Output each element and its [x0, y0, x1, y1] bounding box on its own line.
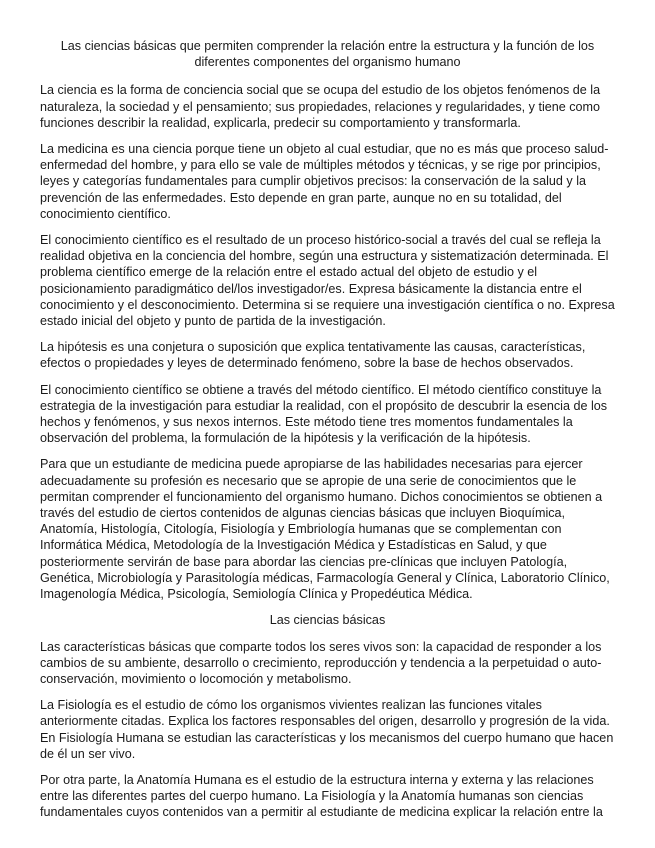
paragraph-medicina: La medicina es una ciencia porque tiene un objeto al cual estudiar, que no es más que proceso salud-enfermedad del hombre, y para ello se vale de múltiples métodos y técnicas, y se rige por principios, leyes y categorías fundamentales para cumplir objetivos precisos: la conservación de la salud y la prevención de las enfermedades. Esto depende en gran parte, aunque no en su totalidad, del conocimiento científico.	[40, 142, 609, 221]
paragraph-ciencia: La ciencia es la forma de conciencia social que se ocupa del estudio de los objetos fenómenos de la naturaleza, la sociedad y el pensamiento; sus propiedades, relaciones y regularidades, y tiene como funciones describir la realidad, explicarla, predecir su comportamiento y transformarla.	[40, 83, 601, 130]
paragraph-hipotesis: La hipótesis es una conjetura o suposición que explica tentativamente las causas, características, efectos o propiedades y leyes de determinado fenómeno, sobre la base de hechos observados.	[40, 340, 586, 371]
paragraph-conocimiento: El conocimiento científico es el resultado de un proceso histórico-social a través del cual se refleja la realidad objetiva en la conciencia del hombre, según una estructura y sistematización determinada. El problema científico emerge de la relación entre el estado actual del objeto de estudio y el posicionamiento paradigmático del/los investigador/es. Expresa básicamente la distancia entre el conocimiento y el desconocimiento. Determina si se requiere una investigación científica o no. Expresa estado inicial del objeto y punto de partida de la investigación.	[40, 233, 615, 329]
paragraph-anatomia: Por otra parte, la Anatomía Humana es el estudio de la estructura interna y externa y las relaciones entre las diferentes partes del cuerpo humano. La Fisiología y la Anatomía humanas son ciencias fundamentales cuyos contenidos van a permitir al estudiante de medicina explicar la relación entre la	[40, 772, 603, 820]
document-title: Las ciencias básicas que permiten comprender la relación entre la estructura y la función de los diferentes componentes del organismo humano	[60, 39, 595, 70]
paragraph-estudiante: Para que un estudiante de medicina puede apropiarse de las habilidades necesarias para ejercer adecuadamente su profesión es necesario que se apropie de una serie de conocimientos que le permitan comprender el funcionamiento del organismo humano. Dichos conocimientos se obtienen a través del estudio de ciertos contenidos de algunas ciencias básicas que incluyen Bioquímica, Anatomía, Histología, Citología, Fisiología y Embriología humanas que se complementan con Informática Médica, Metodología de la Investigación Médica y Estadísticas en Salud, y que posteriormente servirán de base para abordar las ciencias pre-clínicas que incluyen Patología, Genética, Microbiología y Parasitología médicas, Farmacología General y Clínica, Laboratorio Clínico, Imagenología Médica, Psicología, Semiología Clínica y Propedéutica Médica.	[40, 457, 610, 602]
paragraph-caracteristicas: Las características básicas que comparte todos los seres vivos son: la capacidad de responder a los cambios de su ambiente, desarrollo o crecimiento, reproducción y tendencia a la perpetuidad o auto-conservación, movimiento o locomoción y metabolismo.	[40, 639, 602, 686]
document-page	[40, 38, 615, 831]
paragraph-metodo: El conocimiento científico se obtiene a través del método científico. El método científico constituye la estrategia de la investigación para estudiar la realidad, con el propósito de descubrir la esencia de los hechos y fenómenos, y sus nexos internos. Este método tiene tres momentos fundamentales la observación del problema, la formulación de la hipótesis y la verificación de la hipótesis.	[40, 382, 608, 446]
section-heading: Las ciencias básicas	[269, 613, 386, 628]
paragraph-fisiologia: La Fisiología es el estudio de cómo los organismos vivientes realizan las funciones vitales anteriormente citadas. Explica los factores responsables del origen, desarrollo y progresión de la vida. En Fisiología Humana se estudian las características y los mecanismos del cuerpo humano que hacen de él un ser vivo.	[40, 698, 614, 761]
